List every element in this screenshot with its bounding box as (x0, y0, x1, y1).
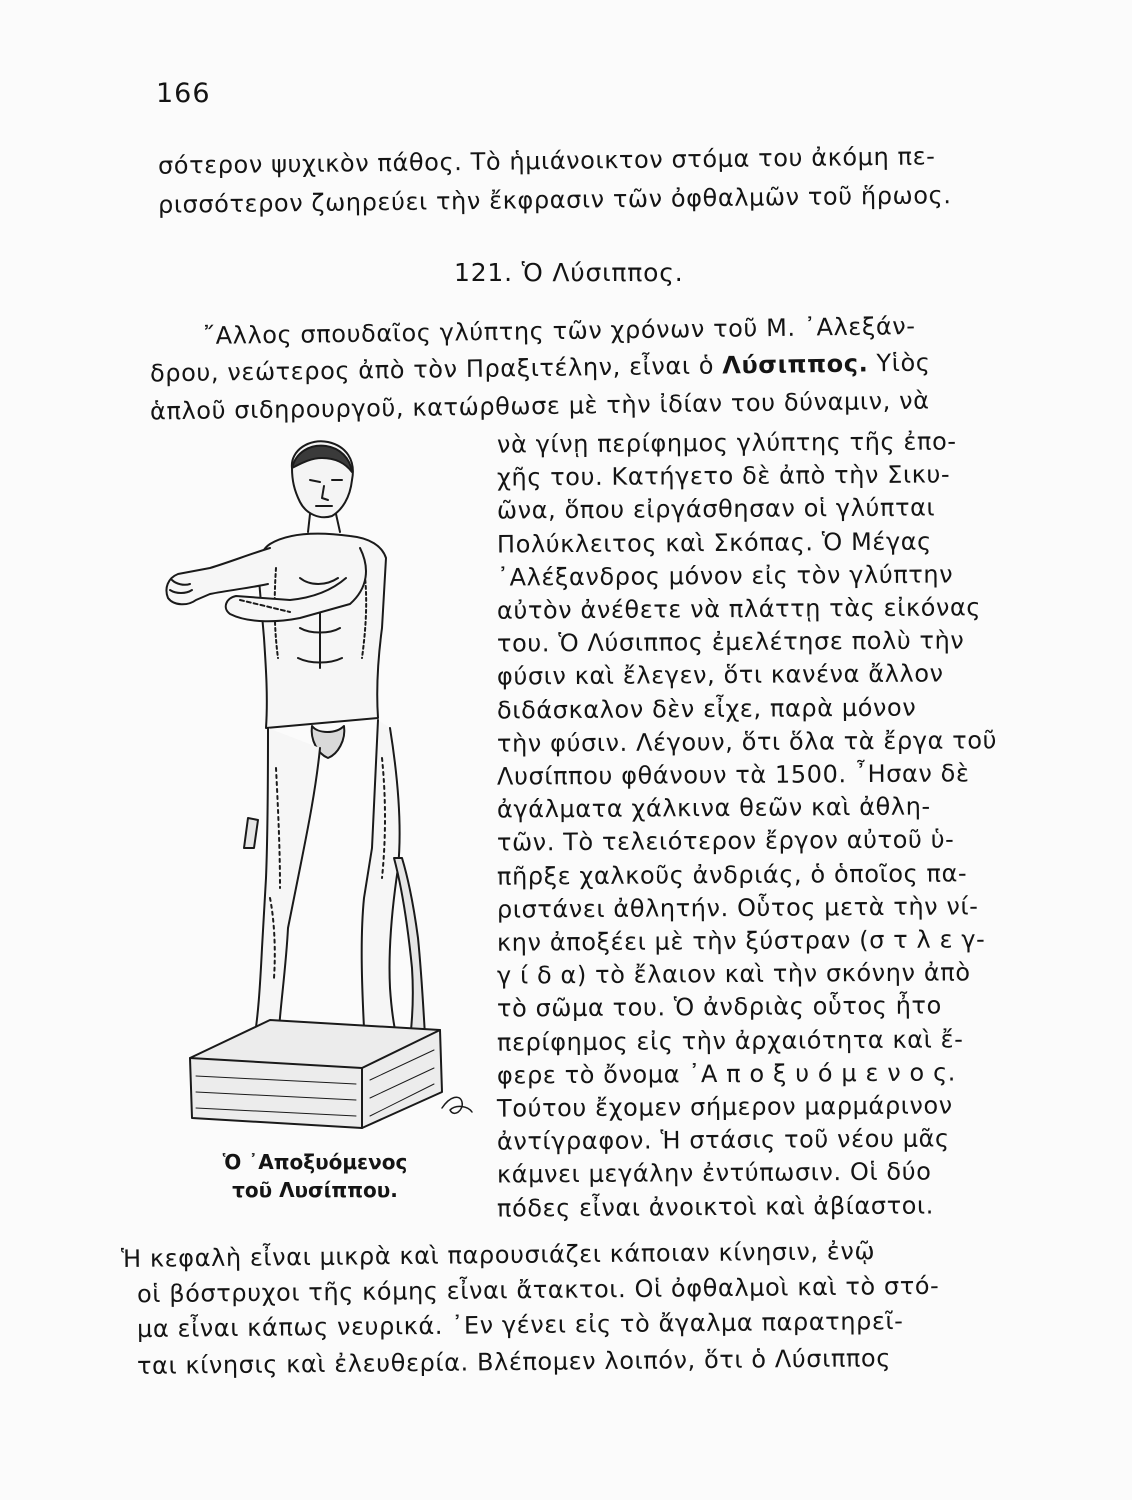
bottom-line-2: οἱ βόστρυχοι τῆς κόμης εἶναι ἄτακτοι. Οἱ ὀφθαλμοὶ καὶ τὸ στό- (136, 1271, 940, 1309)
section-heading: 121. Ὁ Λύσιππος. (454, 258, 684, 287)
right-column-line: ἀγάλματα χάλκινα θεῶν καὶ ἀθλη- (496, 792, 931, 824)
right-column-line: διδάσκαλον δὲν εἶχε, παρὰ μόνον (496, 693, 917, 725)
right-column-line: κην ἀποξέει μὲ τὴν ξύστραν (σ τ λ ε γ- (496, 925, 986, 957)
right-column-line: περίφημος εἰς τὴν ἀρχαιότητα καὶ ἔ- (496, 1024, 964, 1057)
right-column-line: φερε τὸ ὄνομα ᾿Α π ο ξ υ ό μ ε ν ο ς. (496, 1058, 957, 1090)
top-line-1: σότερον ψυχικὸν πάθος. Τὸ ἡμιάνοικτον στόμα του ἀκόμη πε- (157, 142, 936, 180)
right-column-line: τὸ σῶμα του. Ὁ ἀνδριὰς οὗτος ἦτο (496, 991, 942, 1023)
right-column-line: ριστάνει ἀθλητήν. Οὗτος μετὰ τὴν νί- (496, 892, 979, 924)
top-line-2: ρισσότερον ζωηρεύει τὴν ἔκφρασιν τῶν ὀφθαλμῶν τοῦ ἥρωος. (157, 181, 952, 219)
right-column-line: ἀντίγραφον. Ἡ στάσις τοῦ νέου μᾶς (496, 1124, 950, 1156)
bottom-line-4: ται κίνησις καὶ ἐλευθερία. Βλέπομεν λοιπόν, ὅτι ὁ Λύσιππος (136, 1344, 892, 1380)
para-line-1: ῎Αλλος σπουδαῖος γλύπτης τῶν χρόνων τοῦ Μ. ᾿Αλεξάν- (202, 312, 916, 350)
para-line-2: δρου, νεώτερος ἀπὸ τὸν Πραξιτέλην, εἶναι ὁ Λύσιππος. Υἱὸς (149, 348, 931, 388)
para-line-3: ἁπλοῦ σιδηρουργοῦ, κατώρθωσε μὲ τὴν ἰδίαν του δύναμιν, νὰ (149, 386, 930, 426)
bottom-line-3: μα εἶναι κάπως νευρικά. ᾿Εν γένει εἰς τὸ ἄγαλμα παρατηρεῖ- (136, 1306, 904, 1344)
right-column-line: Τούτου ἔχομεν σήμερον μαρμάρινον (496, 1091, 953, 1123)
right-column-line: ᾿Αλέξανδρος μόνον εἰς τὸν γλύπτην (496, 560, 954, 592)
right-column-line: Λυσίππου φθάνουν τὰ 1500. ῏Ησαν δὲ (496, 759, 970, 791)
right-column-line: φύσιν καὶ ἔλεγεν, ὅτι κανένα ἄλλον (496, 659, 944, 691)
statue-illustration (150, 428, 485, 1140)
right-column-line: τὴν φύσιν. Λέγουν, ὅτι ὅλα τὰ ἔργα τοῦ (496, 726, 998, 758)
right-column-line: χῆς του. Κατήγετο δὲ ἀπὸ τὴν Σικυ- (496, 460, 951, 492)
right-column-line: Πολύκλειτος καὶ Σκόπας. Ὁ Μέγας (496, 527, 932, 559)
right-column-line: νὰ γίνῃ περίφημος γλύπτης τῆς ἐπο- (496, 427, 957, 459)
right-column-line: ῶνα, ὅπου εἰργάσθησαν οἱ γλύπται (496, 493, 936, 525)
right-column-line: γ ί δ α) τὸ ἔλαιον καὶ τὴν σκόνην ἀπὸ (496, 958, 971, 990)
right-column-line: κάμνει μεγάλην ἐντύπωσιν. Οἱ δύο (496, 1157, 932, 1189)
right-column-line: πόδες εἶναι ἀνοικτοὶ καὶ ἀβίαστοι. (496, 1191, 935, 1223)
bold-name: Λύσιππος. (722, 349, 869, 380)
right-column-line: τῶν. Τὸ τελειότερον ἔργον αὐτοῦ ὑ- (496, 825, 955, 857)
right-column-line: του. Ὁ Λύσιππος ἐμελέτησε πολὺ τὴν (496, 626, 965, 658)
bottom-line-1: Ἡ κεφαλὴ εἶναι μικρὰ καὶ παρουσιάζει κάποιαν κίνησιν, ἐνῷ (120, 1237, 876, 1273)
right-column-line: πῆρξε χαλκοῦς ἀνδριάς, ὁ ὁποῖος πα- (496, 858, 968, 891)
right-column-line: αὐτὸν ἀνέθετε νὰ πλάττῃ τὰς εἰκόνας (496, 593, 982, 625)
figure-caption: Ὁ ᾿Αποξυόμενος τοῦ Λυσίππου. (222, 1150, 408, 1202)
page-number: 166 (156, 78, 211, 109)
